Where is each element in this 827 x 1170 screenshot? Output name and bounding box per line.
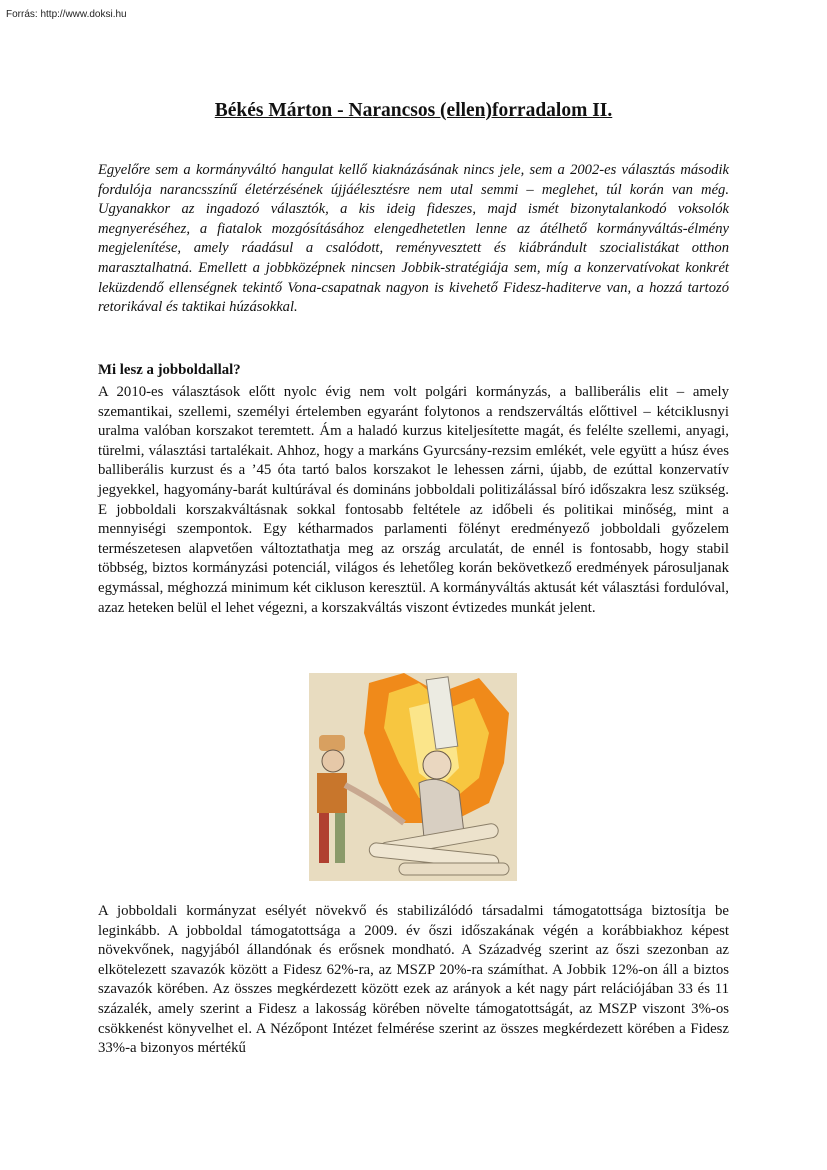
source-line: Forrás: http://www.doksi.hu — [6, 9, 127, 20]
figure-left-hat — [319, 735, 345, 751]
abstract-paragraph: Egyelőre sem a kormányváltó hangulat kellő kiaknázásának nincs jele, sem a 2002-es választás második fordulója narancsszínű életérzésének újjáélesztésre nem utal semmi – meglehet, túl korán van még. Ugyanakkor az ingadozó választók, a kis ideig fideszes, majd ismét bizonytalankodó voksolók megnyeréséhez, a fiatalok mozgósításához elengedhetetlen lenne az átélhető kormányváltás-élmény megjelenítése, amely ráadásul a csalódott, reményvesztett és kiábrándult szocialistákat otthon marasztalhatná. Emellett a jobbközépnek nincsen Jobbik-stratégiája sem, míg a konzervatívokat konkrét leküzdendő ellenségnek tekintő Vona-csapatnak nagyon is kivehető Fidesz-haditerve van, a hozzá tartozó retorikával és taktikai húzásokkal. — [98, 162, 729, 316]
page-title: Békés Márton - Narancsos (ellen)forradalom II. — [214, 100, 613, 121]
body-paragraph-2: A jobboldali kormányzat esélyét növekvő és stabilizálódó társadalmi támogatottsága biztosítja be leginkább. A jobboldal támogatottsága a 2009. év őszi időszakának végén a korábbiakhoz képest növekvőnek, nagyjából állandónak és erősnek mondható. A Századvég szerint az őszi szezonban az elkötelezett szavazók között a Fidesz 62%-ra, az MSZP 20%-ra számíthat. A Jobbik 12%-on áll a biztos szavazók körében. Az összes megkérdezett között ezek az arányok a két nagy párt relációjában 33 és 11 százalék, amely szerint a Fidesz a lakosság körében növelte támogatottságát, az MSZP viszont 3%-os csökkenést könyvelhet el. A Nézőpont Intézet felmérése szerint az összes megkérdezett körében a Fidesz 33%-a bizonyos mértékű — [98, 903, 729, 1057]
figure-left-leg-1 — [319, 813, 329, 863]
burning-figure-head — [423, 751, 451, 779]
illustration-svg — [309, 673, 517, 881]
body-paragraph-1: A 2010-es választások előtt nyolc évig nem volt polgári kormányzás, a balliberális elit – amely szemantikai, szellemi, személyi értelemben egyaránt folytonos a rendszerváltás előttivel – kétciklusnyi uralma valóban korszakot teremtett. Ám a haladó kurzus kiteljesítette magát, és felélte szellemi, anyagi, türelmi, választási tartalékait. Ahhoz, hogy a markáns Gyurcsány-rezsim emlékét, vele együtt a húsz éves balliberális kurzust és a ’45 óta tartó balos korszakot le lehessen zárni, újabb, de ezúttal konzervatív jegyekkel, hagyomány-barát kultúrával és domináns jobboldali politizálással bíró időszakra lesz szükség. E jobboldali korszakváltásnak sokkal fontosabb feltétele az időbeli és politikai minőség, mint a mennyiségi szempontok. Egy kétharmados parlamenti fölényt eredményező jobboldali győzelem természetesen alapvetően változtathatja meg az ország arculatát, de ennél is fontosabb, hogy stabil többség, biztos kormányzási potenciál, világos és lehetőleg korán bekövetkező eredmények párosuljanak egymással, méghozzá minimum két cikluson keresztül. A kormányváltás aktusát két választási fordulóval, azaz heteken belül el lehet végezni, a korszakváltás viszont évtizedes munkát jelent. — [98, 384, 729, 616]
illustration-burning-figure — [309, 673, 517, 881]
figure-left-body — [317, 773, 347, 813]
figure-left-leg-2 — [335, 813, 345, 863]
figure-left-head — [322, 750, 344, 772]
log-3 — [399, 863, 509, 875]
section-heading: Mi lesz a jobboldallal? — [98, 362, 241, 378]
